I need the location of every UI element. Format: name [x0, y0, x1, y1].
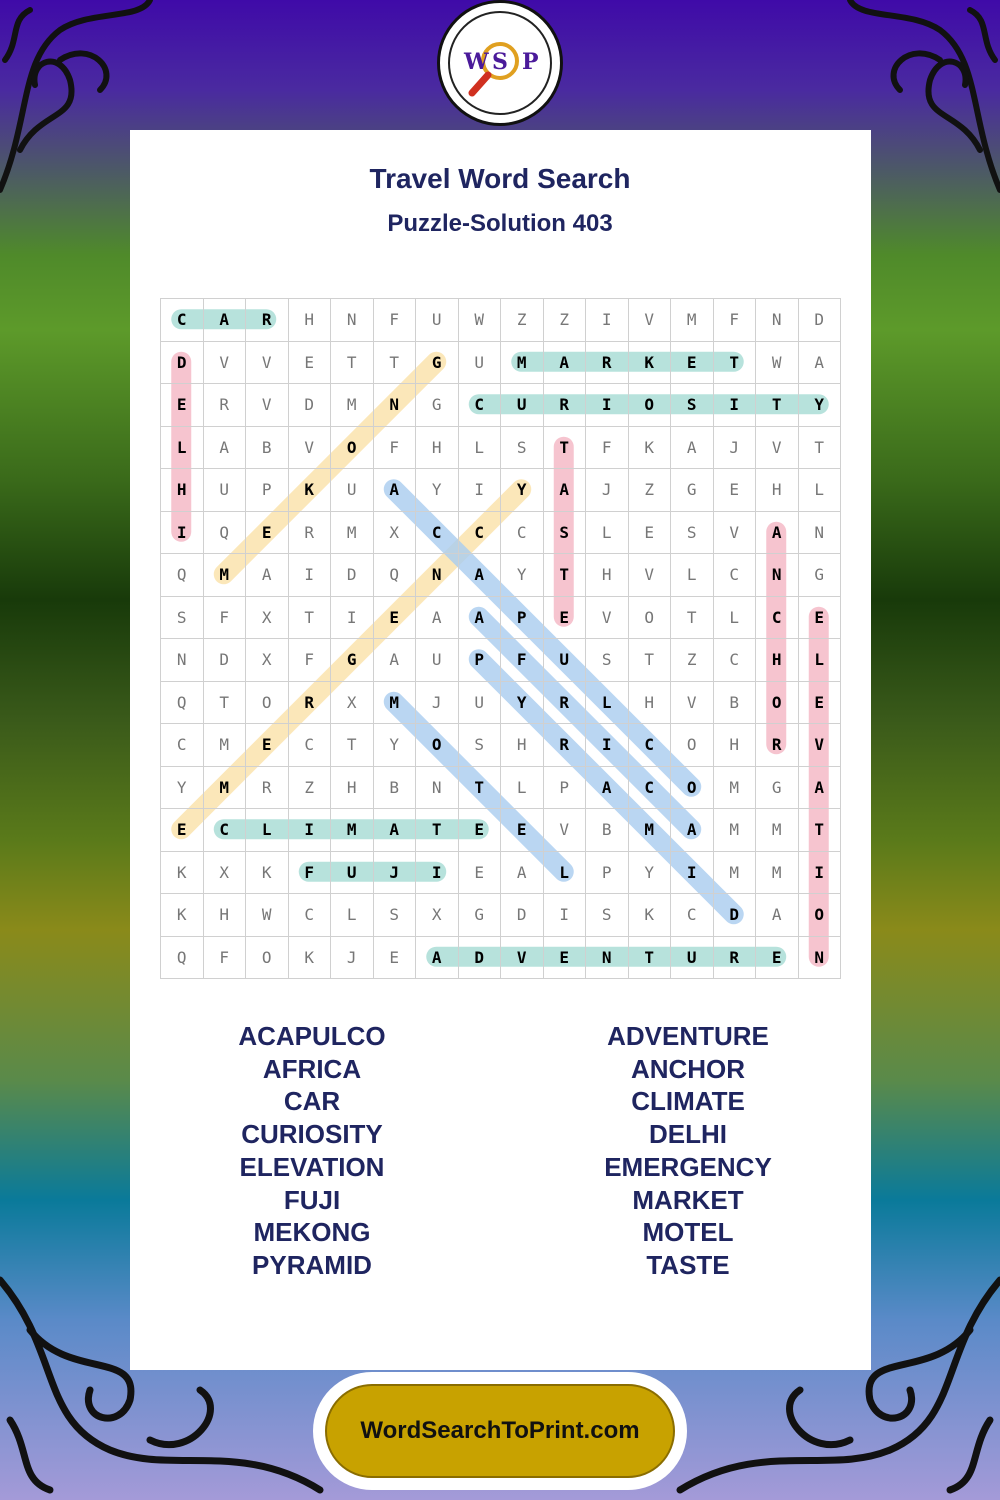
grid-cell[interactable]: E: [374, 937, 417, 980]
grid-cell[interactable]: N: [586, 937, 629, 980]
grid-cell[interactable]: S: [586, 639, 629, 682]
word-list-item: PYRAMID: [252, 1249, 372, 1280]
grid-cell[interactable]: G: [671, 469, 714, 512]
grid-cell[interactable]: T: [416, 809, 459, 852]
puzzle-title: Travel Word Search: [369, 163, 631, 194]
grid-cell[interactable]: X: [246, 639, 289, 682]
grid-cell[interactable]: N: [756, 299, 799, 342]
grid-cell[interactable]: E: [161, 809, 204, 852]
grid-cell[interactable]: S: [501, 427, 544, 470]
grid-cell[interactable]: A: [459, 597, 502, 640]
grid-cell[interactable]: T: [799, 809, 842, 852]
grid-cell[interactable]: A: [544, 469, 587, 512]
grid-cell[interactable]: H: [501, 724, 544, 767]
grid-cell[interactable]: O: [331, 427, 374, 470]
word-search-grid: [160, 298, 841, 979]
grid-cell[interactable]: K: [629, 894, 672, 937]
grid-cell[interactable]: O: [416, 724, 459, 767]
grid-cell[interactable]: Y: [629, 852, 672, 895]
grid-cell[interactable]: Q: [374, 554, 417, 597]
grid-cell[interactable]: E: [246, 724, 289, 767]
grid-cell[interactable]: U: [204, 469, 247, 512]
word-list-item: MARKET: [632, 1184, 744, 1215]
svg-text:S: S: [492, 49, 508, 75]
grid-cell[interactable]: H: [756, 469, 799, 512]
grid-cell[interactable]: M: [714, 767, 757, 810]
grid-cell[interactable]: H: [289, 299, 332, 342]
grid-cell[interactable]: S: [459, 724, 502, 767]
grid-cell[interactable]: V: [714, 512, 757, 555]
puzzle-subtitle: Puzzle-Solution 403: [387, 210, 613, 237]
grid-cell[interactable]: T: [459, 767, 502, 810]
grid-cell[interactable]: I: [586, 384, 629, 427]
grid-cell[interactable]: N: [374, 384, 417, 427]
grid-cell[interactable]: E: [756, 937, 799, 980]
grid-cell[interactable]: C: [416, 512, 459, 555]
grid-cell[interactable]: M: [204, 724, 247, 767]
word-list-item: AFRICA: [262, 1053, 362, 1084]
grid-cell[interactable]: K: [629, 427, 672, 470]
grid-cell[interactable]: C: [671, 894, 714, 937]
grid-cell[interactable]: M: [756, 852, 799, 895]
grid-cell[interactable]: A: [416, 937, 459, 980]
grid-cell[interactable]: W: [756, 342, 799, 385]
grid-cell[interactable]: N: [331, 299, 374, 342]
grid-cell[interactable]: R: [289, 512, 332, 555]
grid-cell[interactable]: E: [799, 682, 842, 725]
grid-cell[interactable]: W: [246, 894, 289, 937]
grid-cell[interactable]: A: [756, 894, 799, 937]
grid-cell[interactable]: E: [374, 597, 417, 640]
grid-cell[interactable]: M: [501, 342, 544, 385]
grid-cell[interactable]: H: [586, 554, 629, 597]
grid-cell[interactable]: I: [714, 384, 757, 427]
grid-cell[interactable]: N: [799, 937, 842, 980]
grid-cell[interactable]: P: [246, 469, 289, 512]
grid-cell[interactable]: C: [289, 724, 332, 767]
grid-cell[interactable]: G: [756, 767, 799, 810]
grid-cell[interactable]: E: [501, 809, 544, 852]
grid-cell[interactable]: Y: [501, 469, 544, 512]
grid-cell[interactable]: F: [714, 299, 757, 342]
grid-cell[interactable]: L: [586, 512, 629, 555]
svg-text:W: W: [464, 49, 489, 75]
grid-cell[interactable]: A: [799, 342, 842, 385]
svg-text:P: P: [522, 49, 539, 75]
grid-cell[interactable]: T: [331, 724, 374, 767]
grid-cell[interactable]: J: [331, 937, 374, 980]
grid-cell[interactable]: C: [756, 597, 799, 640]
grid-cell[interactable]: Z: [544, 299, 587, 342]
grid-cell[interactable]: S: [374, 894, 417, 937]
grid-cell[interactable]: M: [331, 384, 374, 427]
grid-cell[interactable]: C: [714, 554, 757, 597]
grid-cell[interactable]: A: [671, 427, 714, 470]
grid-cell[interactable]: E: [714, 469, 757, 512]
grid-cell[interactable]: E: [629, 512, 672, 555]
grid-cell[interactable]: T: [629, 639, 672, 682]
grid-cell[interactable]: X: [246, 597, 289, 640]
grid-cell[interactable]: E: [544, 597, 587, 640]
grid-cell[interactable]: M: [714, 809, 757, 852]
grid-cell[interactable]: X: [204, 852, 247, 895]
grid-cell[interactable]: L: [714, 597, 757, 640]
grid-cell[interactable]: E: [246, 512, 289, 555]
word-list-item: ADVENTURE: [607, 1021, 769, 1051]
grid-cell[interactable]: C: [289, 894, 332, 937]
grid-cell[interactable]: K: [246, 852, 289, 895]
grid-cell[interactable]: O: [799, 894, 842, 937]
magnifier-icon: [440, 3, 560, 123]
grid-cell[interactable]: I: [586, 724, 629, 767]
grid-cell[interactable]: L: [331, 894, 374, 937]
grid-cell[interactable]: O: [246, 682, 289, 725]
grid-cell[interactable]: M: [374, 682, 417, 725]
grid-cell[interactable]: I: [416, 852, 459, 895]
grid-cell[interactable]: T: [544, 554, 587, 597]
grid-cell[interactable]: C: [714, 639, 757, 682]
grid-cell[interactable]: A: [204, 427, 247, 470]
grid-cell[interactable]: H: [629, 682, 672, 725]
grid-cell[interactable]: J: [416, 682, 459, 725]
grid-cell[interactable]: E: [671, 342, 714, 385]
grid-cell[interactable]: H: [714, 724, 757, 767]
grid-cell[interactable]: O: [671, 767, 714, 810]
grid-cell[interactable]: Q: [161, 682, 204, 725]
grid-cell[interactable]: A: [544, 342, 587, 385]
grid-cell[interactable]: V: [586, 597, 629, 640]
grid-cell[interactable]: N: [799, 512, 842, 555]
grid-cell[interactable]: D: [161, 342, 204, 385]
grid-cell[interactable]: Q: [204, 512, 247, 555]
grid-cell[interactable]: Q: [161, 937, 204, 980]
grid-cell[interactable]: Y: [501, 554, 544, 597]
grid-cell[interactable]: L: [586, 682, 629, 725]
letter-grid: [160, 298, 841, 979]
grid-cell[interactable]: K: [289, 469, 332, 512]
grid-cell[interactable]: T: [544, 427, 587, 470]
grid-cell[interactable]: H: [756, 639, 799, 682]
word-list-item: ACAPULCO: [238, 1021, 386, 1051]
grid-cell[interactable]: F: [204, 937, 247, 980]
grid-cell[interactable]: V: [204, 342, 247, 385]
word-list-item: ELEVATION: [239, 1151, 385, 1182]
grid-cell[interactable]: M: [629, 809, 672, 852]
grid-cell[interactable]: H: [204, 894, 247, 937]
grid-cell[interactable]: B: [586, 809, 629, 852]
grid-cell[interactable]: T: [374, 342, 417, 385]
word-list-right: [538, 1020, 838, 1282]
grid-cell[interactable]: R: [586, 342, 629, 385]
grid-cell[interactable]: I: [289, 809, 332, 852]
grid-cell[interactable]: C: [629, 767, 672, 810]
grid-cell[interactable]: T: [714, 342, 757, 385]
word-list-left: [162, 1020, 462, 1282]
grid-cell[interactable]: M: [714, 852, 757, 895]
grid-cell[interactable]: K: [161, 852, 204, 895]
grid-cell[interactable]: M: [756, 809, 799, 852]
grid-cell[interactable]: S: [671, 512, 714, 555]
word-list-item: DELHI: [649, 1119, 727, 1150]
grid-cell[interactable]: A: [416, 597, 459, 640]
grid-cell[interactable]: U: [671, 937, 714, 980]
grid-cell[interactable]: M: [331, 512, 374, 555]
grid-cell[interactable]: C: [204, 809, 247, 852]
grid-cell[interactable]: E: [161, 384, 204, 427]
grid-cell[interactable]: X: [374, 512, 417, 555]
grid-cell[interactable]: C: [459, 384, 502, 427]
grid-cell[interactable]: R: [756, 724, 799, 767]
word-list-item: FUJI: [283, 1184, 341, 1215]
grid-cell[interactable]: R: [714, 937, 757, 980]
grid-cell[interactable]: O: [671, 724, 714, 767]
grid-cell[interactable]: P: [459, 639, 502, 682]
word-list-item: ANCHOR: [630, 1053, 746, 1084]
word-list-item: MEKONG: [253, 1217, 371, 1248]
grid-cell[interactable]: N: [416, 554, 459, 597]
grid-cell[interactable]: C: [459, 512, 502, 555]
grid-cell[interactable]: D: [799, 299, 842, 342]
grid-cell[interactable]: H: [416, 427, 459, 470]
grid-cell[interactable]: O: [629, 384, 672, 427]
grid-cell[interactable]: H: [161, 469, 204, 512]
grid-cell[interactable]: O: [246, 937, 289, 980]
grid-cell[interactable]: R: [246, 767, 289, 810]
grid-cell[interactable]: A: [756, 512, 799, 555]
grid-cell[interactable]: S: [161, 597, 204, 640]
grid-cell[interactable]: H: [331, 767, 374, 810]
grid-cell[interactable]: R: [544, 682, 587, 725]
grid-cell[interactable]: T: [799, 427, 842, 470]
website-link-button[interactable]: WordSearchToPrint.com: [325, 1384, 675, 1478]
grid-cell[interactable]: N: [756, 554, 799, 597]
grid-cell[interactable]: M: [204, 767, 247, 810]
grid-cell[interactable]: V: [289, 427, 332, 470]
grid-cell[interactable]: U: [416, 639, 459, 682]
grid-cell[interactable]: U: [501, 384, 544, 427]
word-list-item: EMERGENCY: [604, 1151, 772, 1182]
grid-cell[interactable]: A: [374, 809, 417, 852]
grid-cell[interactable]: A: [204, 299, 247, 342]
grid-cell[interactable]: E: [799, 597, 842, 640]
grid-cell[interactable]: P: [544, 767, 587, 810]
grid-cell[interactable]: R: [289, 682, 332, 725]
grid-cell[interactable]: I: [586, 299, 629, 342]
grid-cell[interactable]: I: [671, 852, 714, 895]
grid-cell[interactable]: E: [459, 852, 502, 895]
grid-cell[interactable]: B: [246, 427, 289, 470]
grid-cell[interactable]: D: [289, 384, 332, 427]
grid-cell[interactable]: U: [459, 342, 502, 385]
grid-cell[interactable]: A: [501, 852, 544, 895]
word-list-item: CURIOSITY: [241, 1119, 383, 1150]
grid-cell[interactable]: L: [246, 809, 289, 852]
wsp-logo[interactable]: [437, 0, 563, 126]
grid-cell[interactable]: X: [331, 682, 374, 725]
grid-cell[interactable]: L: [161, 427, 204, 470]
grid-cell[interactable]: D: [331, 554, 374, 597]
grid-cell[interactable]: D: [501, 894, 544, 937]
grid-cell[interactable]: Y: [416, 469, 459, 512]
grid-cell[interactable]: I: [799, 852, 842, 895]
grid-cell[interactable]: V: [799, 724, 842, 767]
grid-cell[interactable]: A: [671, 809, 714, 852]
grid-cell[interactable]: V: [544, 809, 587, 852]
grid-cell[interactable]: S: [671, 384, 714, 427]
grid-cell[interactable]: C: [501, 512, 544, 555]
grid-cell[interactable]: N: [161, 639, 204, 682]
grid-cell[interactable]: Z: [671, 639, 714, 682]
grid-cell[interactable]: K: [629, 342, 672, 385]
grid-cell[interactable]: G: [416, 342, 459, 385]
grid-cell[interactable]: C: [161, 299, 204, 342]
grid-cell[interactable]: O: [756, 682, 799, 725]
grid-cell[interactable]: L: [671, 554, 714, 597]
grid-cell[interactable]: A: [374, 639, 417, 682]
grid-cell[interactable]: C: [629, 724, 672, 767]
grid-cell[interactable]: L: [501, 767, 544, 810]
grid-cell[interactable]: O: [629, 597, 672, 640]
grid-cell[interactable]: V: [246, 342, 289, 385]
grid-cell[interactable]: G: [799, 554, 842, 597]
grid-cell[interactable]: T: [671, 597, 714, 640]
grid-cell[interactable]: E: [459, 809, 502, 852]
grid-cell[interactable]: Z: [629, 469, 672, 512]
grid-cell[interactable]: V: [629, 299, 672, 342]
grid-cell[interactable]: B: [374, 767, 417, 810]
grid-cell[interactable]: T: [204, 682, 247, 725]
grid-cell[interactable]: G: [459, 894, 502, 937]
grid-cell[interactable]: P: [586, 852, 629, 895]
grid-cell[interactable]: F: [289, 639, 332, 682]
grid-cell[interactable]: Y: [374, 724, 417, 767]
grid-cell[interactable]: B: [714, 682, 757, 725]
grid-cell[interactable]: M: [204, 554, 247, 597]
grid-cell[interactable]: V: [246, 384, 289, 427]
grid-cell[interactable]: F: [586, 427, 629, 470]
word-list-item: MOTEL: [642, 1217, 734, 1248]
grid-cell[interactable]: I: [544, 894, 587, 937]
word-list-item: TASTE: [646, 1249, 730, 1280]
grid-cell[interactable]: R: [544, 724, 587, 767]
grid-cell[interactable]: W: [459, 299, 502, 342]
grid-cell[interactable]: K: [161, 894, 204, 937]
grid-cell[interactable]: U: [459, 682, 502, 725]
word-list-item: CAR: [283, 1086, 341, 1117]
grid-cell[interactable]: S: [544, 512, 587, 555]
grid-cell[interactable]: I: [331, 597, 374, 640]
grid-cell[interactable]: J: [714, 427, 757, 470]
grid-cell[interactable]: A: [246, 554, 289, 597]
grid-cell[interactable]: P: [501, 597, 544, 640]
grid-cell[interactable]: I: [289, 554, 332, 597]
grid-cell[interactable]: U: [544, 639, 587, 682]
grid-cell[interactable]: Y: [799, 384, 842, 427]
grid-cell[interactable]: T: [289, 597, 332, 640]
grid-cell[interactable]: F: [289, 852, 332, 895]
grid-cell[interactable]: U: [331, 469, 374, 512]
grid-cell[interactable]: A: [374, 469, 417, 512]
grid-cell[interactable]: S: [586, 894, 629, 937]
grid-cell[interactable]: M: [331, 809, 374, 852]
grid-cell[interactable]: T: [756, 384, 799, 427]
grid-cell[interactable]: G: [331, 639, 374, 682]
grid-cell[interactable]: M: [671, 299, 714, 342]
grid-cell[interactable]: R: [246, 299, 289, 342]
grid-cell[interactable]: D: [459, 937, 502, 980]
grid-cell[interactable]: F: [374, 299, 417, 342]
grid-cell[interactable]: T: [629, 937, 672, 980]
grid-cell[interactable]: Y: [161, 767, 204, 810]
grid-cell[interactable]: Q: [161, 554, 204, 597]
grid-cell[interactable]: L: [544, 852, 587, 895]
grid-cell[interactable]: L: [799, 469, 842, 512]
grid-cell[interactable]: J: [586, 469, 629, 512]
grid-cell[interactable]: U: [416, 299, 459, 342]
grid-cell[interactable]: L: [459, 427, 502, 470]
grid-cell[interactable]: I: [161, 512, 204, 555]
grid-cell[interactable]: A: [586, 767, 629, 810]
word-list-item: CLIMATE: [631, 1086, 745, 1117]
grid-cell[interactable]: N: [416, 767, 459, 810]
grid-cell[interactable]: F: [204, 597, 247, 640]
grid-cell[interactable]: E: [544, 937, 587, 980]
grid-cell[interactable]: L: [799, 639, 842, 682]
grid-cell[interactable]: X: [416, 894, 459, 937]
grid-cell[interactable]: J: [374, 852, 417, 895]
grid-cell[interactable]: F: [374, 427, 417, 470]
grid-cell[interactable]: Z: [289, 767, 332, 810]
grid-cell[interactable]: V: [501, 937, 544, 980]
grid-cell[interactable]: R: [544, 384, 587, 427]
grid-cell[interactable]: T: [331, 342, 374, 385]
grid-cell[interactable]: Z: [501, 299, 544, 342]
grid-cell[interactable]: D: [204, 639, 247, 682]
grid-cell[interactable]: K: [289, 937, 332, 980]
grid-cell[interactable]: V: [756, 427, 799, 470]
grid-cell[interactable]: D: [714, 894, 757, 937]
grid-cell[interactable]: C: [161, 724, 204, 767]
grid-cell[interactable]: Y: [501, 682, 544, 725]
grid-cell[interactable]: I: [459, 469, 502, 512]
grid-cell[interactable]: U: [331, 852, 374, 895]
grid-cell[interactable]: A: [799, 767, 842, 810]
grid-cell[interactable]: E: [289, 342, 332, 385]
grid-cell[interactable]: V: [629, 554, 672, 597]
grid-cell[interactable]: R: [204, 384, 247, 427]
grid-cell[interactable]: F: [501, 639, 544, 682]
grid-cell[interactable]: G: [416, 384, 459, 427]
grid-cell[interactable]: A: [459, 554, 502, 597]
grid-cell[interactable]: V: [671, 682, 714, 725]
